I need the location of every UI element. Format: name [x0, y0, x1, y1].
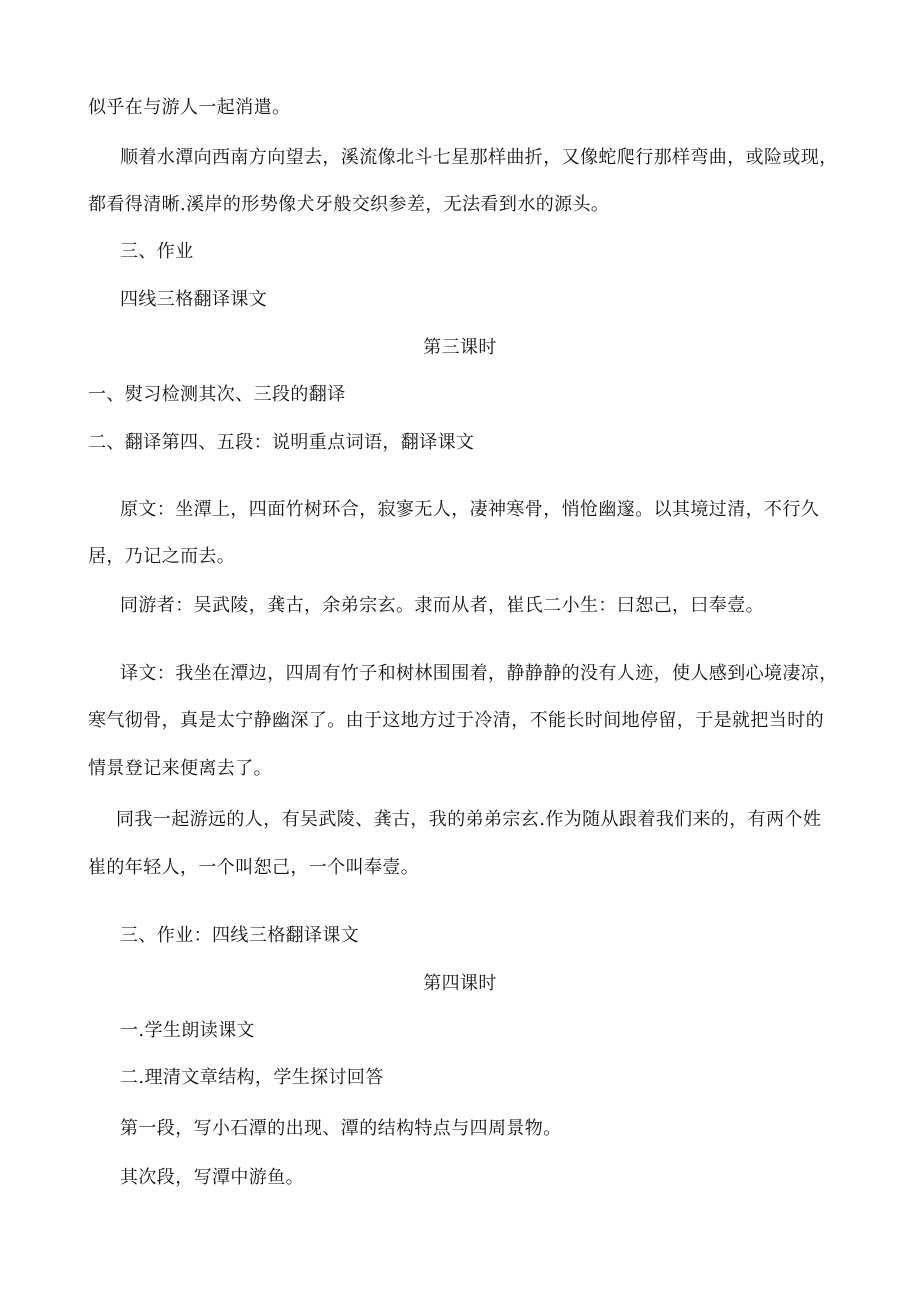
lesson-four-item-two: 二.理清文章结构，学生探讨回答 [120, 1067, 384, 1088]
original-text-line2: 居，乃记之而去。 [88, 546, 236, 567]
companions-translation-line2: 崔的年轻人，一个叫恕己，一个叫奉壹。 [88, 857, 420, 878]
companions-translation-line1: 同我一起游远的人，有吴武陵、龚古，我的弟弟宗玄.作为随从跟着我们来的，有两个姓 [116, 809, 822, 830]
homework-heading: 三、作业 [120, 241, 194, 262]
paragraph-tail: 似乎在与游人一起消遣。 [88, 97, 291, 118]
translation-line2: 寒气彻骨，真是太宁静幽深了。由于这地方过于冷清，不能长时间地停留，于是就把当时的 [88, 710, 824, 731]
lesson-three-homework: 三、作业：四线三格翻译课文 [120, 925, 360, 946]
translation-line3: 情景登记来便离去了。 [88, 758, 272, 779]
lesson-four-title: 第四课时 [423, 973, 497, 994]
lesson-three-item-two: 二、翻译第四、五段：说明重点词语，翻译课文 [88, 432, 475, 453]
companions-original: 同游者：吴武陵，龚古，余弟宗玄。隶而从者，崔氏二小生：曰恕己，曰奉壹。 [120, 595, 764, 616]
lesson-three-title: 第三课时 [423, 337, 497, 358]
lesson-four-paragraph-one: 第一段，写小石潭的出现、潭的结构特点与四周景物。 [120, 1118, 562, 1139]
homework-text: 四线三格翻译课文 [120, 289, 268, 310]
paragraph-view-southwest-line1: 顺着水潭向西南方向望去，溪流像北斗七星那样曲折，又像蛇爬行那样弯曲，或险或现， [120, 147, 838, 168]
paragraph-view-southwest-line2: 都看得清晰.溪岸的形势像犬牙般交织参差，无法看到水的源头。 [88, 194, 610, 215]
lesson-four-item-one: 一.学生朗读课文 [120, 1020, 255, 1041]
translation-line1: 译文：我坐在潭边，四周有竹子和树林围围着，静静静的没有人迹，使人感到心境凄凉， [120, 663, 838, 684]
original-text-line1: 原文：坐潭上，四面竹树环合，寂寥无人，凄神寒骨，悄怆幽邃。以其境过清，不行久 [120, 499, 820, 520]
lesson-four-paragraph-two: 其次段，写潭中游鱼。 [120, 1167, 304, 1188]
lesson-three-item-one: 一、熨习检测其次、三段的翻译 [88, 384, 346, 405]
